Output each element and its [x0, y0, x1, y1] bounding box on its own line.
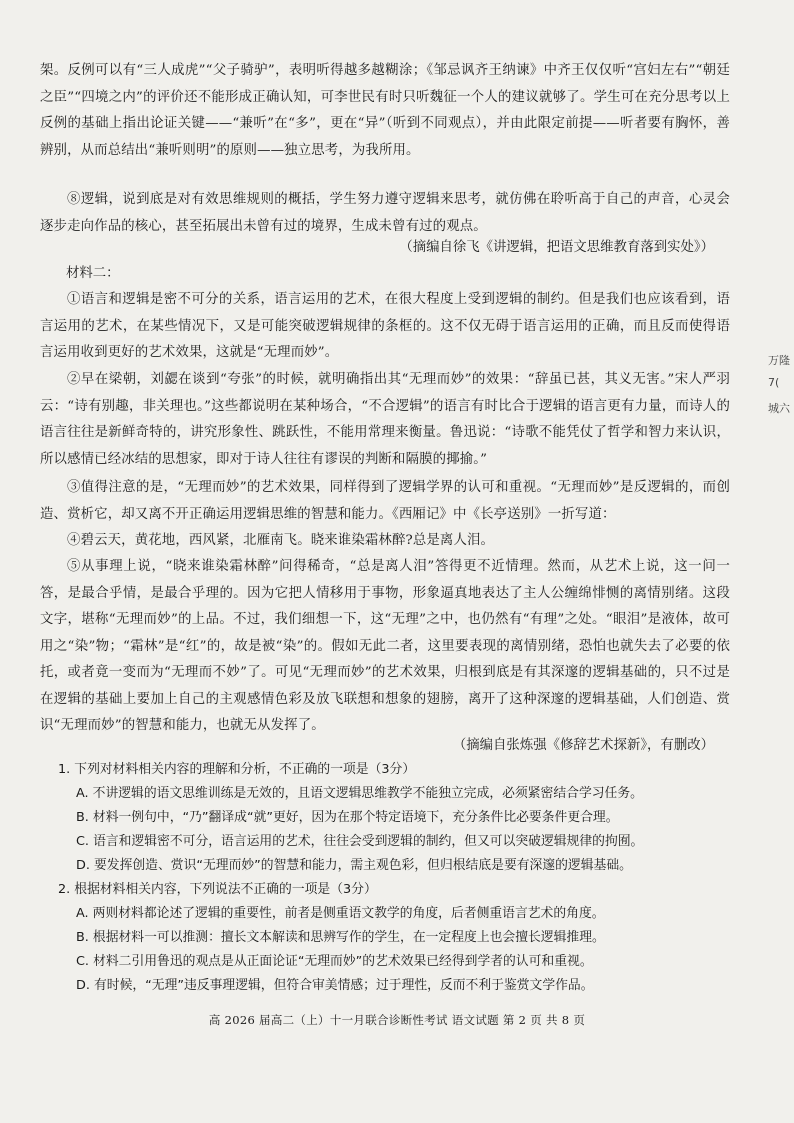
margin-note-3: 城六 [768, 402, 790, 415]
material2-paragraph-5: ⑤从事理上说，“晓来谁染霜林醉”问得稀奇，“总是离人泪”答得更不近情理。然而，从艺术上说，这一问一答，是最合乎情，是最合乎理的。因为它把人情移用于事物，形象逼真地表达了主人公缠绵悱恻的离情别绪。这段文字，堪称“无理而妙”的上品。不过，我们细想一下，这“无理”之中，也仍然有“有理”之处。“眼泪”是液体，故可用之“染”物；“霜林”是“红”的，故是被“染”的。假如无此二者，这里要表现的离情别绪，恐怕也就失去了必要的依托，或者竟一变而为“无理而不妙”了。可见“无理而妙”的艺术效果，归根到底是有其深邃的逻辑基础的，只不过是在逻辑的基础上要加上自己的主观感情色彩及放飞联想和想象的翅膀，离开了这种深邃的逻辑基础，人们创造、赏识“无理而妙”的智慧和能力，也就无从发挥了。 [40, 559, 730, 733]
question-2-option-b: B. 根据材料一可以推测：擅长文本解读和思辨写作的学生，在一定程度上也会擅长逻辑推理。 [76, 930, 605, 945]
question-2-option-a: A. 两则材料都论述了逻辑的重要性，前者是侧重语文教学的角度，后者侧重语言艺术的角度。 [76, 906, 605, 921]
question-2-stem: 2. 根据材料相关内容，下列说法不正确的一项是（3分） [58, 882, 377, 897]
question-1-option-b: B. 材料一例句中，“乃”翻译成“就”更好，因为在那个特定语境下，充分条件比必要条件更合理。 [76, 810, 619, 825]
question-2 [58, 878, 738, 998]
material2-source: （摘编自张炼强《修辞艺术探新》，有删改） [452, 738, 714, 753]
material2-heading: 材料二： [66, 266, 120, 281]
question-2-option-d: D. 有时候，“无理”违反事理逻辑，但符合审美情感；过于理性，反而不利于鉴赏文学作品。 [76, 978, 594, 993]
question-1-option-d: D. 要发挥创造、赏识“无理而妙”的智慧和能力，需主观色彩，但归根结底是要有深邃的逻辑基础。 [76, 858, 632, 873]
question-1 [58, 758, 738, 878]
page-footer: 高 2026 届高二（上）十一月联合诊断性考试 语文试题 第 2 页 共 8 页 [208, 1013, 586, 1027]
material2-paragraph-3: ③值得注意的是，“无理而妙”的艺术效果，同样得到了逻辑学界的认可和重视。“无理而妙”是反逻辑的，而创造、赏析它，却又离不开正确运用逻辑思维的智慧和能力。《西厢记》中《长亭送别》一折写道： [40, 480, 730, 522]
material1-paragraph-end: 架。反例可以有“三人成虎”“父子骑驴”，表明听得越多越糊涂；《邹忌讽齐王纳谏》中齐王仅仅听“宫妇左右”“朝廷之臣”“四境之内”的评价还不能形成正确认知，可李世民有时只听魏征一个人的建议就够了。学生可在充分思考以上反例的基础上指出论证关键——“兼听”在“多”，更在“异”（听到不同观点），并由此限定前提——听者要有胸怀，善辨别，从而总结出“兼听则明”的原则——独立思考，为我所用。 [40, 63, 730, 158]
question-1-option-c: C. 语言和逻辑密不可分，语言运用的艺术，往往会受到逻辑的制约，但又可以突破逻辑规律的拘囿。 [76, 834, 644, 849]
question-1-stem: 1. 下列对材料相关内容的理解和分析，不正确的一项是（3分） [58, 762, 416, 777]
material1-source: （摘编自徐飞《讲逻辑，把语文思维教育落到实处》） [399, 240, 714, 255]
question-2-option-c: C. 材料二引用鲁迅的观点是从正面论证“无理而妙”的艺术效果已经得到学者的认可和重视。 [76, 954, 593, 969]
material2-paragraph-2: ②早在梁朝，刘勰在谈到“夸张”的时候，就明确指出其“无理而妙”的效果：“辞虽已甚，其义无害。”宋人严羽云：“诗有别趣，非关理也。”这些都说明在某种场合，“不合逻辑”的语言有时比合于逻辑的语言更有力量，而诗人的语言往往是新鲜奇特的，讲究形象性、跳跃性，不能用常理来衡量。鲁迅说：“诗歌不能凭仗了哲学和智力来认识，所以感情已经冰结的思想家，即对于诗人往往有谬误的判断和隔膜的揶揄。” [40, 372, 730, 467]
material2-paragraph-4-quote: ④碧云天，黄花地，西风紧，北雁南飞。晓来谁染霜林醉?总是离人泪。 [67, 533, 495, 548]
margin-note-2: 7( [768, 376, 780, 389]
question-1-option-a: A. 不讲逻辑的语文思维训练是无效的，且语文逻辑思维教学不能独立完成，必须紧密结合学习任务。 [76, 786, 643, 801]
material1-paragraph-8: ⑧逻辑，说到底是对有效思维规则的概括，学生努力遵守逻辑来思考，就仿佛在聆听高于自己的声音，心灵会逐步走向作品的核心，甚至拓展出未曾有过的境界，生成未曾有过的观点。 [40, 192, 730, 234]
material2-paragraph-1: ①语言和逻辑是密不可分的关系，语言运用的艺术，在很大程度上受到逻辑的制约。但是我们也应该看到，语言运用的艺术，在某些情况下，又是可能突破逻辑规律的条框的。这不仅无碍于语言运用的正确，而且反而使得语言运用收到更好的艺术效果，这就是“无理而妙”。 [40, 292, 730, 360]
margin-note-1: 万隆 [768, 354, 790, 367]
